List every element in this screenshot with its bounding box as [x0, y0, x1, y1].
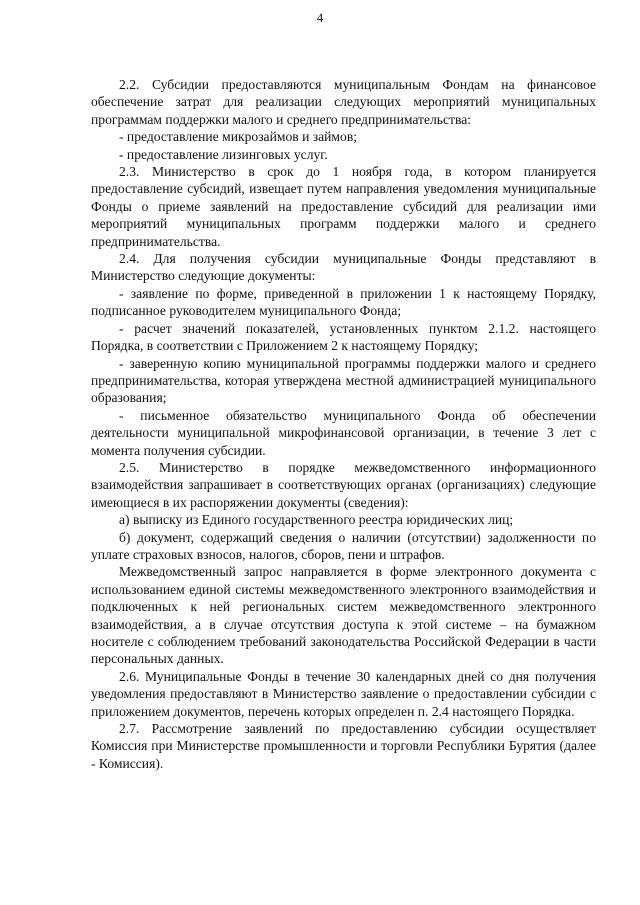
paragraph-2-3: 2.3. Министерство в срок до 1 ноября года, в котором планируется предоставление субсидий, извещает путем направления уведомления муниципальные Фонды о приеме заявлений на предоставление субсидий для реализации ими мероприятий муниципальных программ поддержки малого и среднего предпринимательства.: [91, 164, 596, 249]
document-body: [91, 76, 596, 772]
paragraph-2-4: 2.4. Для получения субсидии муниципальные Фонды представляют в Министерство следующие документы:: [91, 251, 596, 284]
list-item-application: - заявление по форме, приведенной в приложении 1 к настоящему Порядку, подписанное руководителем муниципального Фонда;: [91, 285, 596, 319]
list-item-obligation: - письменное обязательство муниципального Фонда об обеспечении деятельности муниципальной микрофинансовой организации, в течение 3 лет с момента получения субсидии.: [91, 407, 596, 458]
list-item-b: б) документ, содержащий сведения о наличии (отсутствии) задолженности по уплате страховых взносов, налогов, сборов, пени и штрафов.: [91, 529, 596, 562]
list-item-program-copy: - заверенную копию муниципальной программы поддержки малого и среднего предпринимательства, которая утверждена местной администрацией муниципального образования;: [91, 355, 596, 406]
list-item-a: а) выписку из Единого государственного реестра юридических лиц;: [119, 512, 514, 528]
list-item-leasing: - предоставление лизинговых услуг.: [119, 146, 328, 162]
paragraph-2-5: 2.5. Министерство в порядке межведомственного информационного взаимодействия запрашивает в соответствующих органах (организациях) следующие имеющиеся в их распоряжении документы (сведения):: [91, 459, 596, 510]
list-item-calculation: - расчет значений показателей, установленных пунктом 2.1.2. настоящего Порядка, в соответствии с Приложением 2 к настоящему Порядку;: [91, 320, 596, 354]
list-item-microloans: - предоставление микрозаймов и займов;: [119, 129, 358, 145]
paragraph-2-7: 2.7. Рассмотрение заявлений по предоставлению субсидии осуществляет Комиссия при Министерстве промышленности и торговли Республики Бурятия (далее - Комиссия).: [91, 721, 596, 771]
page-number: 4: [316, 10, 324, 25]
paragraph-2-6: 2.6. Муниципальные Фонды в течение 30 календарных дней со дня получения уведомления предоставляют в Министерство заявление о предоставлении субсидии с приложением документов, перечень которых определен п. 2.4 настоящего Порядка.: [91, 668, 596, 719]
paragraph-2-2: 2.2. Субсидии предоставляются муниципальным Фондам на финансовое обеспечение затрат для реализации следующих мероприятий муниципальных программам поддержки малого и среднего предпринимательства:: [91, 77, 596, 127]
paragraph-interagency-request: Межведомственный запрос направляется в форме электронного документа с использованием единой системы межведомственного электронного взаимодействия и подключенных к ней региональных систем межведомственного электронного взаимодействия, а в случае отсутствия доступа к этой системе – на бумажном носителе с соблюдением требований законодательства Российской Федерации в части персональных данных.: [91, 564, 596, 667]
